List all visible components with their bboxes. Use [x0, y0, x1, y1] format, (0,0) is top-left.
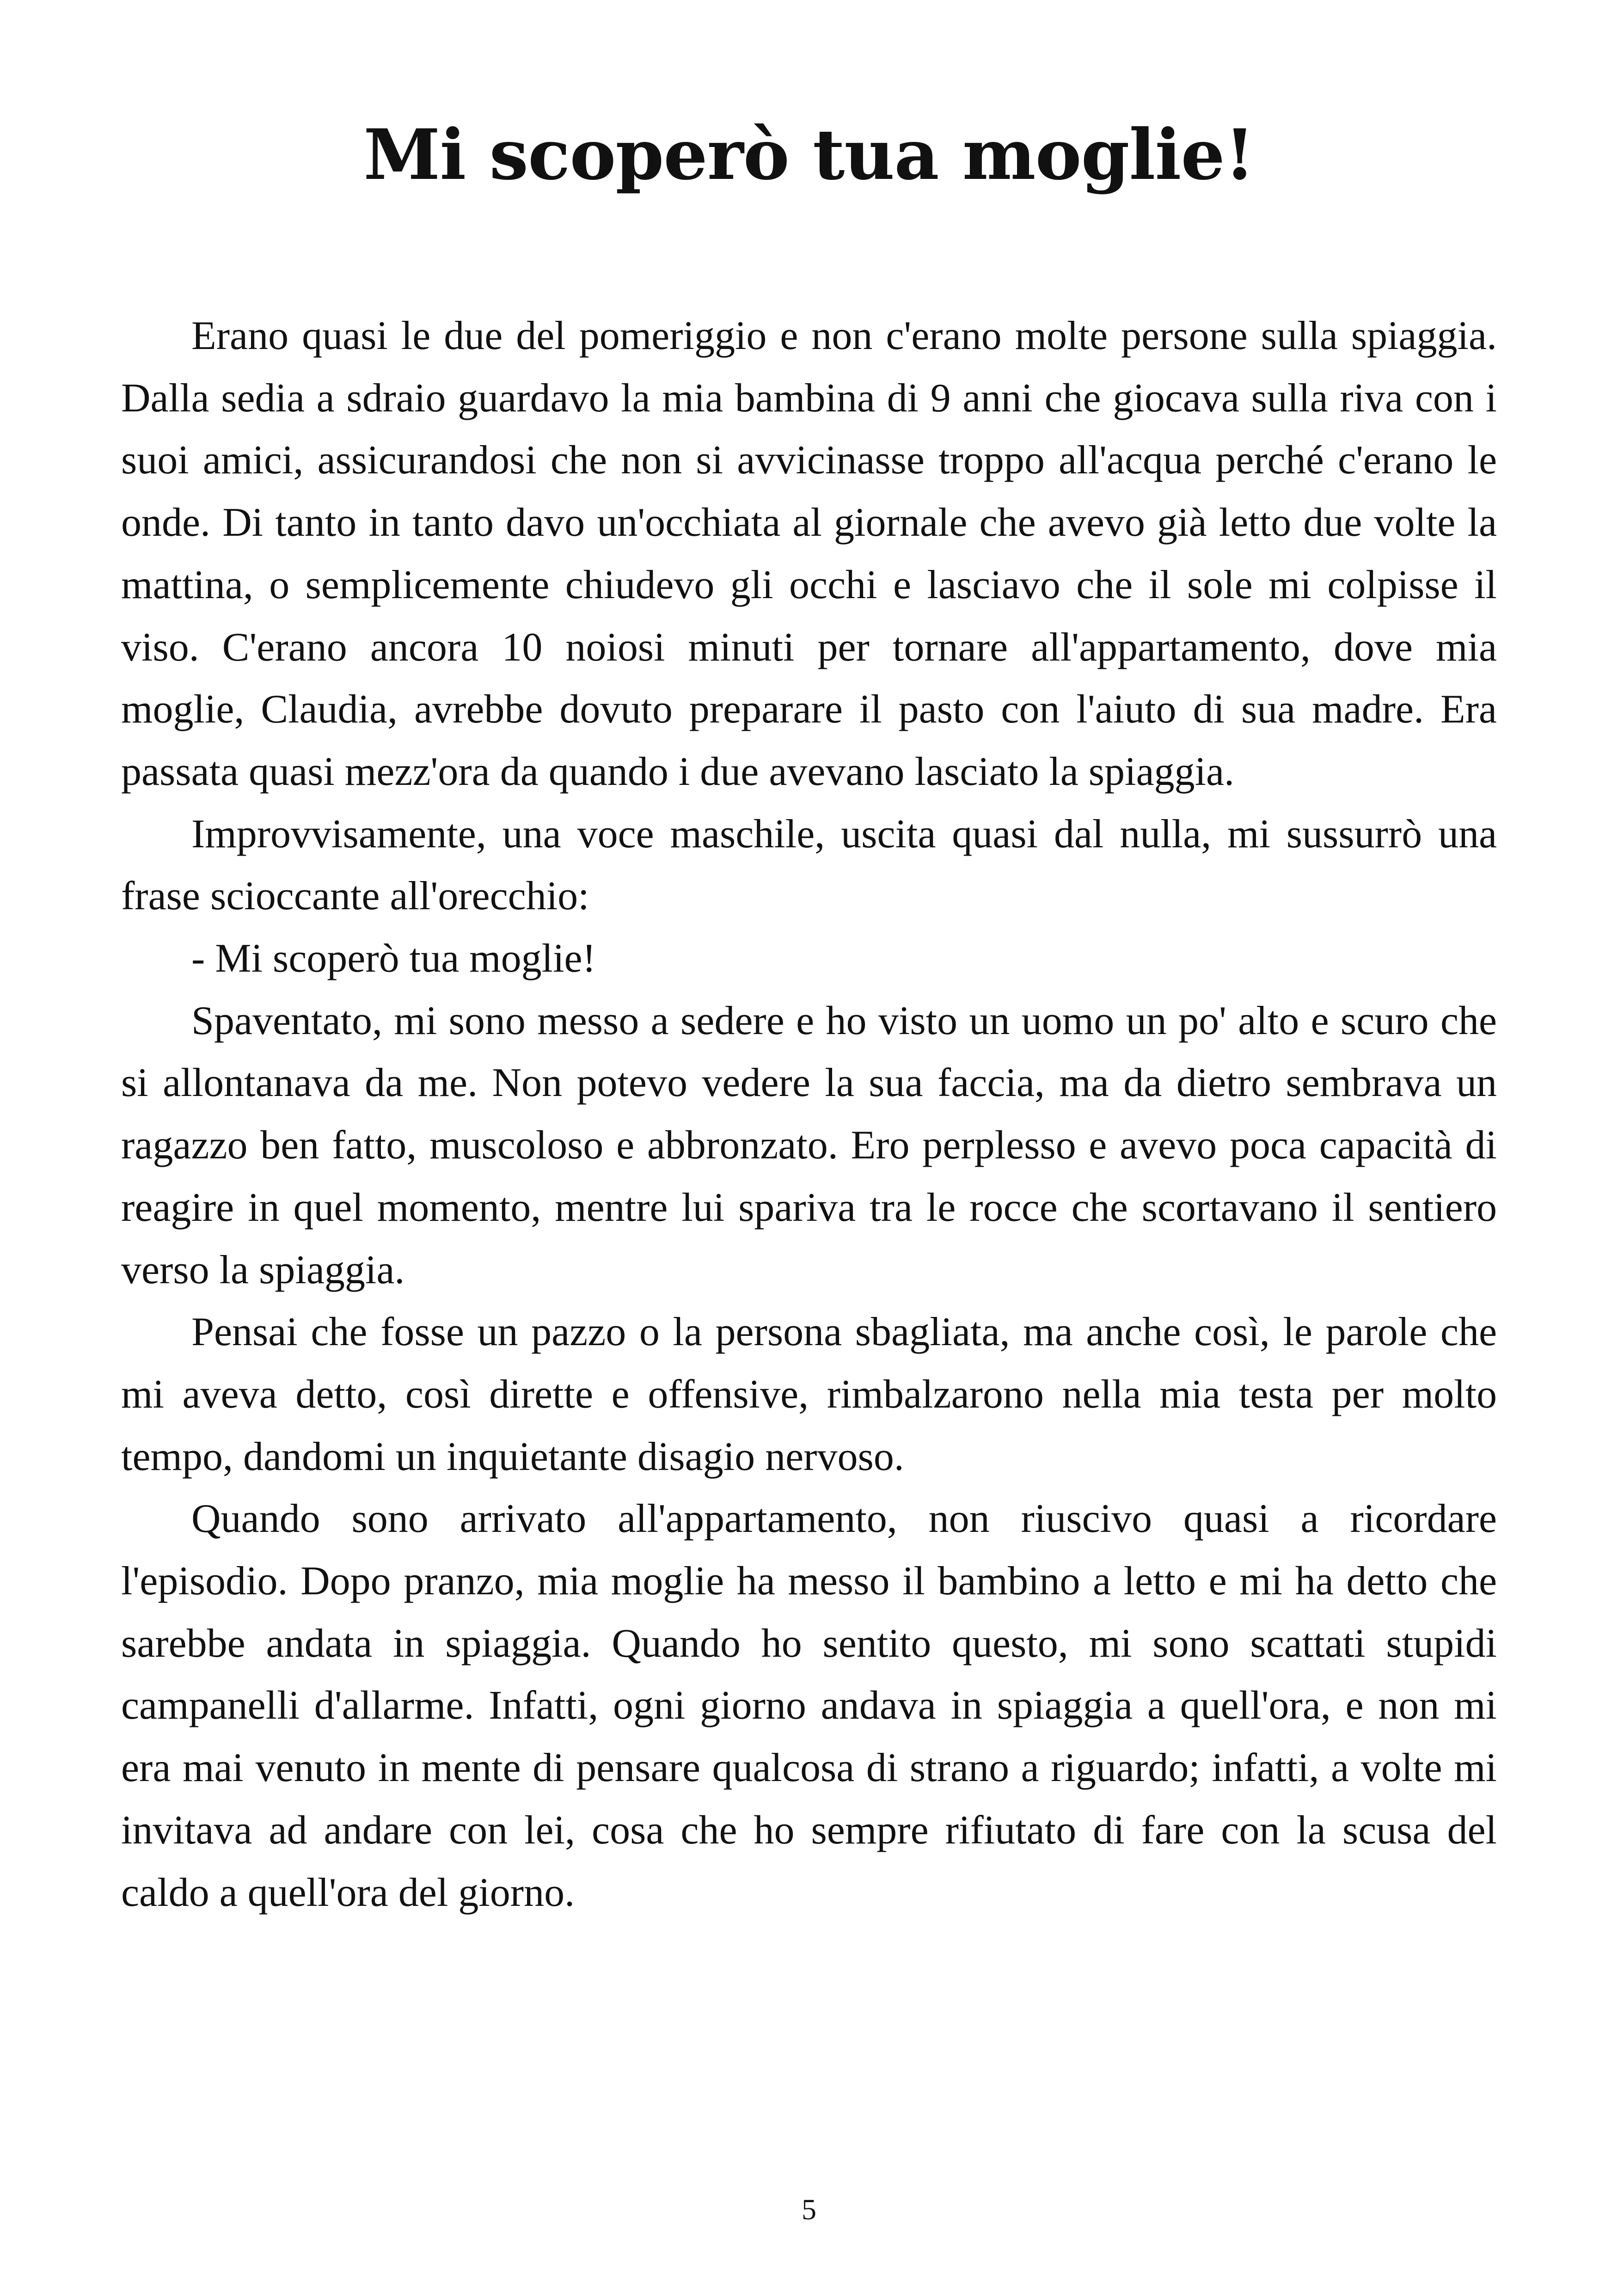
paragraph-4: Pensai che fosse un pazzo o la persona sbagliata, ma anche così, le parole che mi aveva detto, così dirette e offensive, rimbalzarono nella mia testa per molto tempo, dandomi un inquietante disagio nervoso. [121, 1310, 1497, 1479]
paragraph-1: Erano quasi le due del pomeriggio e non c'erano molte persone sulla spiaggia. Dalla sedia a sdraio guardavo la mia bambina di 9 anni che giocava sulla riva con i suoi amici, assicurandosi che non si avvicinasse troppo all'acqua perché c'erano le onde. Di tanto in tanto davo un'occhiata al giornale che avevo già letto due volte la mattina, o semplicemente chiudevo gli occhi e lasciavo che il sole mi colpisse il viso. C'erano ancora 10 noiosi minuti per tornare all'appartamento, dove mia moglie, Claudia, avrebbe dovuto preparare il pasto con l'aiuto di sua madre. Era passata quasi mezz'ora da quando i due avevano lasciato la spiaggia. [121, 313, 1497, 794]
paragraph-3: Spaventato, mi sono messo a sedere e ho visto un uomo un po' alto e scuro che si allontanava da me. Non potevo vedere la sua faccia, ma da dietro sembrava un ragazzo ben fatto, muscoloso e abbronzato. Ero perplesso e avevo poca capacità di reagire in quel momento, mentre lui spariva tra le rocce che scortavano il sentiero verso la spiaggia. [121, 998, 1497, 1292]
paragraph-2: Improvvisamente, una voce maschile, uscita quasi dal nulla, mi sussurrò una frase scioccante all'orecchio: [121, 811, 1497, 919]
dialogue-line: - Mi scoperò tua moglie! [191, 936, 596, 981]
chapter-body [121, 305, 1497, 1924]
paragraph-5: Quando sono arrivato all'appartamento, non riuscivo quasi a ricordare l'episodio. Dopo pranzo, mia moglie ha messo il bambino a letto e mi ha detto che sarebbe andata in spiaggia. Quando ho sentito questo, mi sono scattati stupidi campanelli d'allarme. Infatti, ogni giorno andava in spiaggia a quell'ora, e non mi era mai venuto in mente di pensare qualcosa di strano a riguardo; infatti, a volte mi invitava ad andare con lei, cosa che ho sempre rifiutato di fare con la scusa del caldo a quell'ora del giorno. [121, 1496, 1497, 1915]
page-number: 5 [802, 2193, 816, 2226]
chapter-title: Mi scoperò tua moglie! [363, 114, 1255, 196]
